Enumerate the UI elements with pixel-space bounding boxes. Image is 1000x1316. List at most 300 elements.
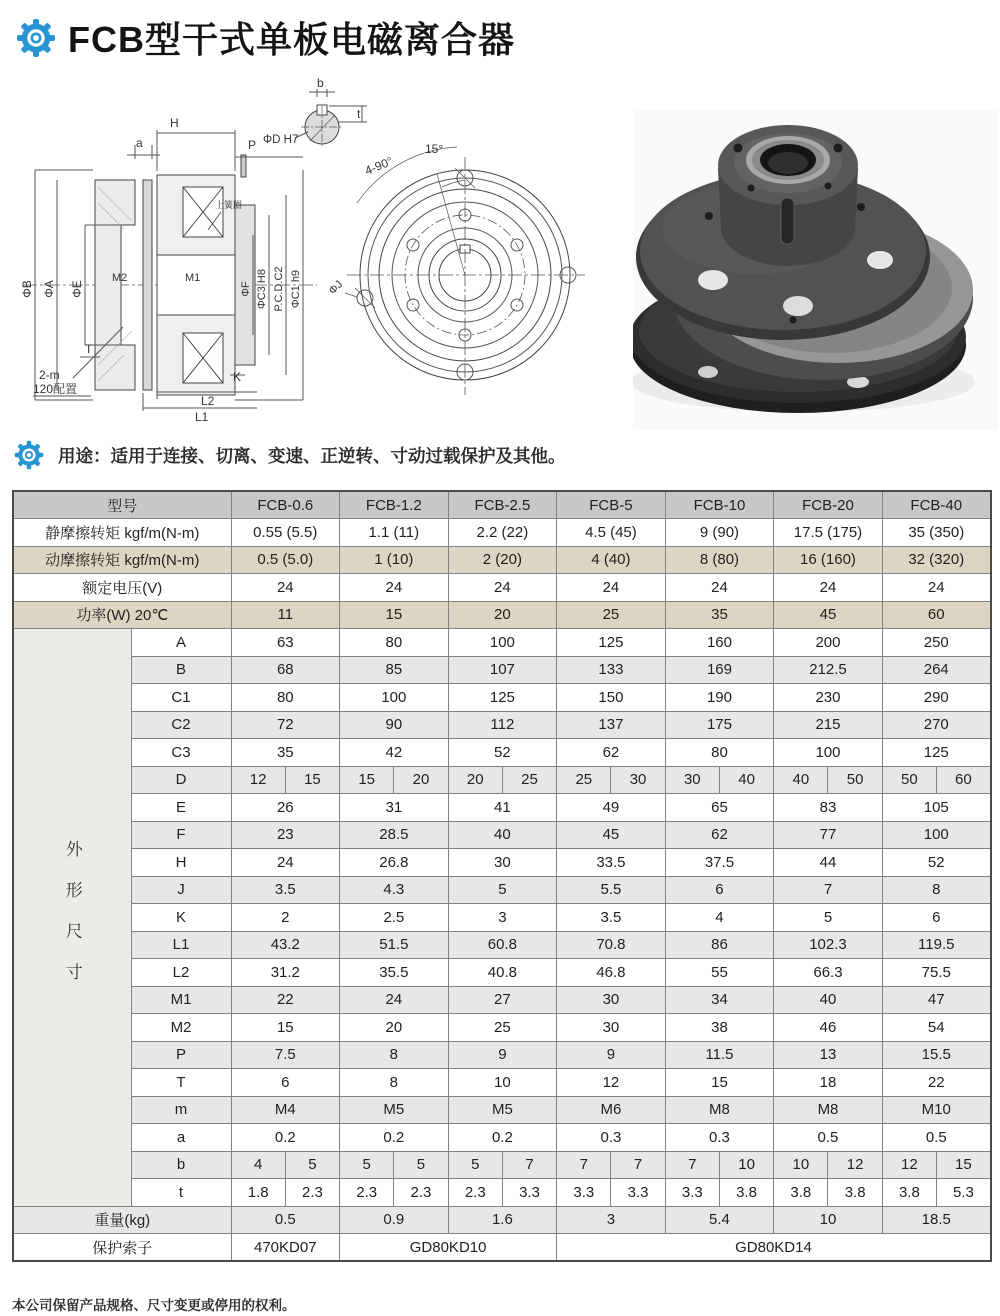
spec-table-body — [13, 491, 991, 1261]
gear-icon — [16, 18, 56, 58]
spec-table-wrap — [12, 490, 992, 1262]
row-label: 动摩擦转矩 kgf/m(N-m) — [13, 546, 231, 574]
table-cell: 8 (80) — [665, 546, 774, 574]
row-label: B — [131, 656, 231, 684]
table-cell: 150 — [557, 684, 666, 712]
table-cell: 4 — [231, 1151, 285, 1179]
row-label: M2 — [131, 1014, 231, 1042]
table-cell: 40 — [774, 986, 883, 1014]
table-cell: 3.3 — [611, 1179, 665, 1207]
table-cell: 470KD07 — [231, 1234, 340, 1262]
table-cell: 3 — [557, 1206, 666, 1234]
dim-label: L2 — [201, 394, 215, 408]
table-cell: 15 — [665, 1069, 774, 1097]
table-cell: 5 — [448, 1151, 502, 1179]
row-label: A — [131, 629, 231, 657]
table-cell: 7 — [557, 1151, 611, 1179]
table-cell: 3.5 — [231, 876, 340, 904]
table-cell: 10 — [774, 1206, 883, 1234]
model-header: FCB-10 — [665, 491, 774, 519]
table-header-row — [13, 491, 991, 519]
spec-table — [12, 490, 992, 1262]
table-cell: 41 — [448, 794, 557, 822]
table-cell: 0.2 — [340, 1124, 449, 1152]
table-cell: 4 (40) — [557, 546, 666, 574]
corner-label: 型号 — [13, 491, 231, 519]
table-cell: 137 — [557, 711, 666, 739]
table-cell: 230 — [774, 684, 883, 712]
table-cell: 13 — [774, 1041, 883, 1069]
row-label: L1 — [131, 931, 231, 959]
table-row — [13, 986, 991, 1014]
table-row — [13, 876, 991, 904]
table-cell: 24 — [448, 574, 557, 602]
table-cell: 6 — [665, 876, 774, 904]
table-cell: 5 — [340, 1151, 394, 1179]
table-cell: 40 — [774, 766, 828, 794]
table-cell: 37.5 — [665, 849, 774, 877]
table-cell: 102.3 — [774, 931, 883, 959]
table-cell: 46 — [774, 1014, 883, 1042]
table-cell: 25 — [448, 1014, 557, 1042]
table-cell: 75.5 — [882, 959, 991, 987]
table-cell: 0.5 (5.0) — [231, 546, 340, 574]
page-header — [16, 12, 515, 63]
table-cell: 3.5 — [557, 904, 666, 932]
table-cell: 35 (350) — [882, 519, 991, 547]
dim-label: M1 — [185, 272, 201, 284]
table-cell: 30 — [557, 986, 666, 1014]
table-cell: 2.3 — [394, 1179, 448, 1207]
table-cell: 5 — [448, 876, 557, 904]
table-cell: 200 — [774, 629, 883, 657]
table-cell: 27 — [448, 986, 557, 1014]
table-cell: 20 — [340, 1014, 449, 1042]
table-cell: 175 — [665, 711, 774, 739]
table-cell: 0.3 — [557, 1124, 666, 1152]
table-cell: 20 — [394, 766, 448, 794]
table-cell: 100 — [340, 684, 449, 712]
table-cell: 12 — [828, 1151, 882, 1179]
table-cell: 30 — [557, 1014, 666, 1042]
table-cell: 72 — [231, 711, 340, 739]
table-cell: 4.5 (45) — [557, 519, 666, 547]
table-cell: 25 — [557, 601, 666, 629]
table-row — [13, 904, 991, 932]
table-row — [13, 1206, 991, 1234]
table-cell: 77 — [774, 821, 883, 849]
table-row — [13, 519, 991, 547]
table-cell: 47 — [882, 986, 991, 1014]
table-row — [13, 711, 991, 739]
table-cell: 11 — [231, 601, 340, 629]
table-cell: 40 — [448, 821, 557, 849]
table-cell: 5 — [285, 1151, 339, 1179]
row-label: K — [131, 904, 231, 932]
table-cell: 264 — [882, 656, 991, 684]
table-cell: 31 — [340, 794, 449, 822]
table-cell: 15 — [937, 1151, 991, 1179]
table-cell: 18.5 — [882, 1206, 991, 1234]
table-cell: 100 — [448, 629, 557, 657]
dim-label: K — [233, 370, 242, 384]
dim-label: ΦA — [42, 280, 56, 298]
table-cell: 7 — [502, 1151, 556, 1179]
table-cell: 83 — [774, 794, 883, 822]
dim-label: ΦD H7 — [263, 134, 299, 146]
table-cell: 52 — [448, 739, 557, 767]
table-cell: 2.3 — [340, 1179, 394, 1207]
table-cell: 1.1 (11) — [340, 519, 449, 547]
row-label: 额定电压(V) — [13, 574, 231, 602]
table-cell: 133 — [557, 656, 666, 684]
table-cell: 24 — [557, 574, 666, 602]
row-label: 保护索子 — [13, 1234, 231, 1262]
table-cell: 11.5 — [665, 1041, 774, 1069]
table-cell: 25 — [557, 766, 611, 794]
table-cell: 63 — [231, 629, 340, 657]
table-cell: 44 — [774, 849, 883, 877]
table-cell: 5.3 — [937, 1179, 991, 1207]
table-cell: 0.5 — [882, 1124, 991, 1152]
table-cell: 28.5 — [340, 821, 449, 849]
table-cell: 2.5 — [340, 904, 449, 932]
table-cell: 3.3 — [557, 1179, 611, 1207]
table-cell: 80 — [665, 739, 774, 767]
table-cell: 0.55 (5.5) — [231, 519, 340, 547]
table-row — [13, 546, 991, 574]
table-cell: 33.5 — [557, 849, 666, 877]
table-cell: 23 — [231, 821, 340, 849]
table-cell: 15.5 — [882, 1041, 991, 1069]
dim-label: ΦC3 H8 — [256, 269, 268, 309]
table-cell: 35 — [665, 601, 774, 629]
row-label: 功率(W) 20℃ — [13, 601, 231, 629]
table-row — [13, 739, 991, 767]
table-cell: 1 (10) — [340, 546, 449, 574]
table-cell: 2.2 (22) — [448, 519, 557, 547]
table-cell: 9 (90) — [665, 519, 774, 547]
table-cell: 7 — [611, 1151, 665, 1179]
table-row — [13, 1096, 991, 1124]
table-cell: 15 — [340, 601, 449, 629]
table-cell: 8 — [340, 1069, 449, 1097]
usage-line — [14, 440, 566, 470]
row-label: C1 — [131, 684, 231, 712]
dim-label: ΦC1 h9 — [290, 269, 302, 309]
row-label: H — [131, 849, 231, 877]
table-cell: 49 — [557, 794, 666, 822]
table-cell: M10 — [882, 1096, 991, 1124]
table-cell: 26 — [231, 794, 340, 822]
dim-label: H — [170, 116, 179, 130]
row-label: b — [131, 1151, 231, 1179]
table-cell: 0.3 — [665, 1124, 774, 1152]
table-cell: 46.8 — [557, 959, 666, 987]
table-cell: 107 — [448, 656, 557, 684]
table-cell: 12 — [882, 1151, 936, 1179]
table-cell: 0.9 — [340, 1206, 449, 1234]
row-label: t — [131, 1179, 231, 1207]
table-cell: 112 — [448, 711, 557, 739]
table-cell: 3.3 — [665, 1179, 719, 1207]
row-label: a — [131, 1124, 231, 1152]
table-cell: 125 — [557, 629, 666, 657]
dim-label: 15° — [425, 142, 444, 156]
dim-label: T — [85, 342, 93, 356]
model-header: FCB-40 — [882, 491, 991, 519]
dim-label: M2 — [112, 272, 128, 284]
model-header: FCB-1.2 — [340, 491, 449, 519]
table-cell: 7 — [774, 876, 883, 904]
footer-note: 本公司保留产品规格、尺寸变更或停用的权利。 — [12, 1298, 296, 1313]
table-row — [13, 656, 991, 684]
table-cell: 40.8 — [448, 959, 557, 987]
table-cell: 2.3 — [448, 1179, 502, 1207]
row-label: J — [131, 876, 231, 904]
table-cell: 15 — [285, 766, 339, 794]
table-cell: 68 — [231, 656, 340, 684]
table-cell: 5.4 — [665, 1206, 774, 1234]
table-cell: 52 — [882, 849, 991, 877]
gear-icon — [14, 440, 44, 470]
table-cell: 2.3 — [285, 1179, 339, 1207]
table-cell: 86 — [665, 931, 774, 959]
table-cell: 30 — [448, 849, 557, 877]
table-cell: 169 — [665, 656, 774, 684]
table-row — [13, 849, 991, 877]
model-header: FCB-2.5 — [448, 491, 557, 519]
row-label: E — [131, 794, 231, 822]
table-cell: 0.5 — [774, 1124, 883, 1152]
row-label: 重量(kg) — [13, 1206, 231, 1234]
table-cell: 35.5 — [340, 959, 449, 987]
table-cell: 30 — [611, 766, 665, 794]
table-cell: 7.5 — [231, 1041, 340, 1069]
table-cell: 1.6 — [448, 1206, 557, 1234]
table-cell: 26.8 — [340, 849, 449, 877]
table-cell: 70.8 — [557, 931, 666, 959]
table-cell: 190 — [665, 684, 774, 712]
table-cell: 80 — [340, 629, 449, 657]
table-cell: 160 — [665, 629, 774, 657]
table-row — [13, 1124, 991, 1152]
table-cell: 65 — [665, 794, 774, 822]
table-cell: M5 — [340, 1096, 449, 1124]
table-cell: GD80KD10 — [340, 1234, 557, 1262]
row-label: D — [131, 766, 231, 794]
table-cell: 9 — [448, 1041, 557, 1069]
front-view — [345, 147, 585, 395]
dim-label: 2-m — [39, 368, 60, 382]
table-cell: 17.5 (175) — [774, 519, 883, 547]
table-cell: 3.3 — [502, 1179, 556, 1207]
dim-label: t — [357, 107, 361, 121]
dim-group-label: 外形尺寸 — [13, 629, 131, 1207]
table-cell: 10 — [719, 1151, 773, 1179]
dim-label: 4-90° — [362, 154, 395, 178]
table-cell: 22 — [882, 1069, 991, 1097]
table-cell: 5 — [394, 1151, 448, 1179]
table-cell: 9 — [557, 1041, 666, 1069]
table-cell: 0.5 — [231, 1206, 340, 1234]
table-cell: 3 — [448, 904, 557, 932]
table-row — [13, 601, 991, 629]
table-cell: 270 — [882, 711, 991, 739]
table-cell: 24 — [665, 574, 774, 602]
table-cell: 66.3 — [774, 959, 883, 987]
table-cell: 85 — [340, 656, 449, 684]
table-cell: 60 — [882, 601, 991, 629]
technical-drawing — [5, 75, 645, 440]
table-cell: 18 — [774, 1069, 883, 1097]
table-cell: 125 — [448, 684, 557, 712]
table-cell: 215 — [774, 711, 883, 739]
table-cell: 24 — [340, 574, 449, 602]
table-cell: 50 — [828, 766, 882, 794]
table-cell: 7 — [665, 1151, 719, 1179]
product-photo — [633, 110, 998, 430]
table-cell: 35 — [231, 739, 340, 767]
table-cell: 24 — [231, 849, 340, 877]
table-cell: 1.8 — [231, 1179, 285, 1207]
dim-label: a — [136, 136, 143, 150]
table-cell: 20 — [448, 766, 502, 794]
table-cell: 3.8 — [774, 1179, 828, 1207]
table-cell: 38 — [665, 1014, 774, 1042]
table-cell: 45 — [774, 601, 883, 629]
table-cell: 16 (160) — [774, 546, 883, 574]
table-cell: 3.8 — [882, 1179, 936, 1207]
table-cell: 5.5 — [557, 876, 666, 904]
table-cell: 8 — [882, 876, 991, 904]
dim-label: L1 — [195, 410, 209, 424]
table-cell: 6 — [882, 904, 991, 932]
table-cell: 100 — [882, 821, 991, 849]
table-cell: 0.2 — [448, 1124, 557, 1152]
table-cell: 12 — [231, 766, 285, 794]
table-row — [13, 959, 991, 987]
table-cell: 43.2 — [231, 931, 340, 959]
model-header: FCB-0.6 — [231, 491, 340, 519]
table-cell: 34 — [665, 986, 774, 1014]
table-cell: 4.3 — [340, 876, 449, 904]
table-row — [13, 1041, 991, 1069]
table-row — [13, 931, 991, 959]
table-cell: 50 — [882, 766, 936, 794]
table-cell: 8 — [340, 1041, 449, 1069]
row-label: F — [131, 821, 231, 849]
dim-label: ΦB — [20, 280, 34, 298]
dim-label: ΦJ — [326, 278, 346, 298]
model-header: FCB-5 — [557, 491, 666, 519]
table-cell: 10 — [774, 1151, 828, 1179]
table-cell: 32 (320) — [882, 546, 991, 574]
row-label: T — [131, 1069, 231, 1097]
table-cell: 45 — [557, 821, 666, 849]
table-cell: 80 — [231, 684, 340, 712]
table-cell: 3.8 — [828, 1179, 882, 1207]
row-label: P — [131, 1041, 231, 1069]
table-cell: M8 — [665, 1096, 774, 1124]
table-cell: 60 — [937, 766, 991, 794]
table-cell: 2 — [231, 904, 340, 932]
table-cell: 40 — [719, 766, 773, 794]
table-cell: 31.2 — [231, 959, 340, 987]
table-cell: M4 — [231, 1096, 340, 1124]
table-cell: 2 (20) — [448, 546, 557, 574]
table-cell: 54 — [882, 1014, 991, 1042]
table-cell: 10 — [448, 1069, 557, 1097]
table-row — [13, 1014, 991, 1042]
table-cell: 24 — [774, 574, 883, 602]
table-cell: 119.5 — [882, 931, 991, 959]
dim-label: ΦE — [70, 280, 84, 298]
row-label: m — [131, 1096, 231, 1124]
table-cell: 62 — [557, 739, 666, 767]
table-cell: 6 — [231, 1069, 340, 1097]
table-cell: 60.8 — [448, 931, 557, 959]
table-row — [13, 1234, 991, 1262]
table-row — [13, 766, 991, 794]
table-cell: 0.2 — [231, 1124, 340, 1152]
usage-text: 用途：适用于连接、切离、变速、正逆转、寸动过载保护及其他。 — [58, 445, 566, 466]
table-cell: 62 — [665, 821, 774, 849]
table-row — [13, 821, 991, 849]
table-row — [13, 684, 991, 712]
table-cell: M8 — [774, 1096, 883, 1124]
table-cell: 90 — [340, 711, 449, 739]
table-cell: 105 — [882, 794, 991, 822]
row-label: M1 — [131, 986, 231, 1014]
table-cell: 290 — [882, 684, 991, 712]
dim-label: 120配置 — [33, 382, 78, 396]
table-cell: 15 — [231, 1014, 340, 1042]
table-row — [13, 794, 991, 822]
row-label: C3 — [131, 739, 231, 767]
table-row — [13, 1179, 991, 1207]
dim-label: 上簧圈 — [215, 200, 243, 210]
table-cell: 24 — [231, 574, 340, 602]
table-cell: 20 — [448, 601, 557, 629]
table-cell: 3.8 — [719, 1179, 773, 1207]
table-cell: 100 — [774, 739, 883, 767]
table-cell: 12 — [557, 1069, 666, 1097]
row-label: L2 — [131, 959, 231, 987]
table-cell: 30 — [665, 766, 719, 794]
table-row — [13, 574, 991, 602]
table-cell: 24 — [340, 986, 449, 1014]
row-label: 静摩擦转矩 kgf/m(N-m) — [13, 519, 231, 547]
table-cell: 25 — [502, 766, 556, 794]
dim-label: b — [317, 76, 324, 90]
front-view-labels — [263, 76, 443, 297]
table-cell: 55 — [665, 959, 774, 987]
table-cell: 51.5 — [340, 931, 449, 959]
table-row — [13, 1069, 991, 1097]
dim-label: P.C.D.C2 — [273, 266, 285, 312]
table-row — [13, 629, 991, 657]
table-cell: M5 — [448, 1096, 557, 1124]
dim-label: ΦF — [240, 281, 252, 297]
page-title: FCB型干式单板电磁离合器 — [68, 19, 515, 60]
table-cell: 22 — [231, 986, 340, 1014]
table-cell: 4 — [665, 904, 774, 932]
table-cell: 212.5 — [774, 656, 883, 684]
table-cell: 125 — [882, 739, 991, 767]
table-cell: 42 — [340, 739, 449, 767]
table-row — [13, 1151, 991, 1179]
